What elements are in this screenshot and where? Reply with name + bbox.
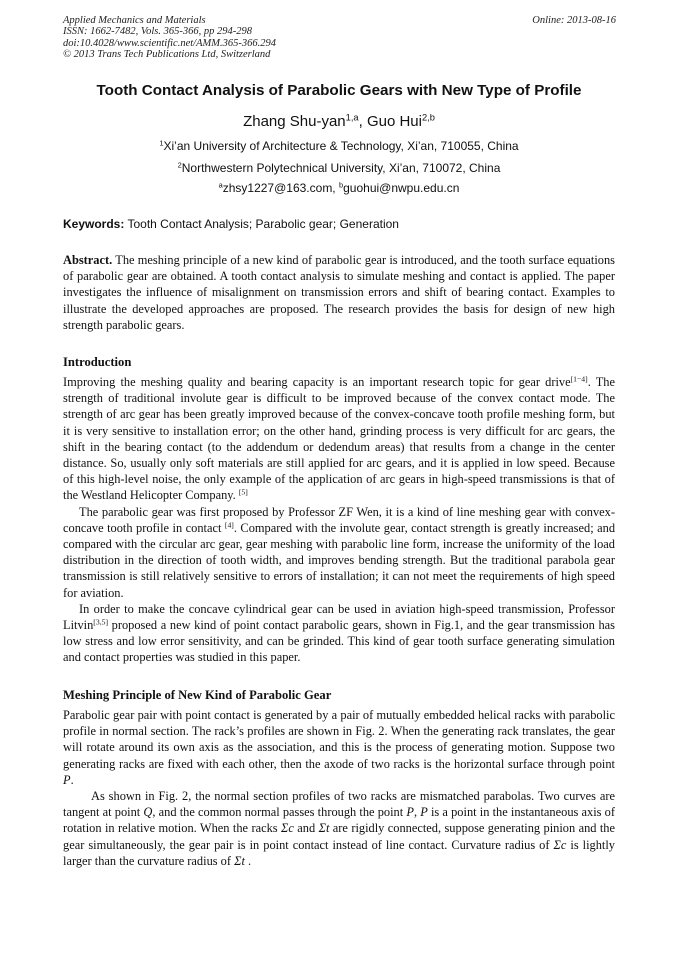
introduction-heading: Introduction <box>63 355 132 369</box>
intro-p3-text-b: proposed a new kind of point contact parabolic gears, shown in Fig.1, and the gear transmission has low stress and low error sensitivity, and can be grinded. This kind of gear tooth surface generating simulation and contact properties was studied in this paper. <box>63 618 615 665</box>
intro-paragraph-1 <box>63 374 615 504</box>
keywords-line <box>63 217 615 231</box>
symbol-p: P <box>63 772 71 787</box>
intro-paragraph-2 <box>63 504 615 601</box>
email-b[interactable]: guohui@nwpu.edu.cn <box>343 181 460 195</box>
meshing-p2-text-c: , <box>413 805 421 820</box>
affiliation-1-text: Xi’an University of Architecture & Technology, Xi’an, 710055, China <box>163 139 519 153</box>
abstract-section <box>63 252 615 333</box>
symbol-sigma-c: Σc <box>553 837 567 852</box>
citation-ref[interactable]: [5] <box>238 487 248 497</box>
keywords-text: Tooth Contact Analysis; Parabolic gear; Generation <box>124 217 399 231</box>
abstract-label: Abstract. <box>63 253 113 267</box>
symbol-sigma-c: Σc <box>281 821 294 836</box>
doi-line[interactable]: doi:10.4028/www.scientific.net/AMM.365-366.294 <box>63 37 276 49</box>
online-date: Online: 2013-08-16 <box>532 15 616 26</box>
intro-p2-text-b: . Compared with the involute gear, contact strength is greatly increased; and compared with the circular arc gear, gear meshing with parabolic line form, increase the uniformity of the load distribution in the direction of tooth width, and improves bending strength. But the traditional parabola gear transmission is still relatively sensitive to errors of installation; it can not meet the requirements of high speed for aviation. <box>63 520 616 600</box>
abstract-paragraph <box>63 252 615 333</box>
author-2: Guo Hui <box>366 113 422 130</box>
author-separator: , <box>358 113 367 130</box>
meshing-p1-text-a: Parabolic gear pair with point contact is generated by a pair of mutually embedded helical racks with parabolic profile in normal section. The rack’s profiles are shown in Fig. 2. When the generating rack translates, the gear will rotate around its own axis as the association, and this is the process of generating motion. Suppose two generating racks are fixed with each other, then the axode of two racks is the horizontal surface through point <box>63 708 615 771</box>
citation-ref[interactable]: [3,5] <box>93 617 108 627</box>
email-a-mark: a <box>218 180 223 190</box>
email-a[interactable]: zhsy1227@163.com, <box>222 181 339 195</box>
affiliation-1 <box>0 139 678 153</box>
journal-name: Applied Mechanics and Materials <box>63 15 206 26</box>
meshing-p2-text-b: , and the common normal passes through the point <box>152 805 407 820</box>
meshing-section <box>63 707 615 869</box>
meshing-p2-text-f: are rigidly connected, suppose generating pinion and the gear simultaneously, the gear pair is in point contact instead of line contact. Curvature radius of <box>63 821 616 852</box>
meshing-paragraph-1 <box>63 707 615 788</box>
journal-header <box>63 15 463 60</box>
intro-p3-text-a: In order to make the concave cylindrical gear can be used in aviation high-speed transmission, Professor Litvin <box>63 601 615 633</box>
email-line <box>0 181 678 195</box>
meshing-p1-text-b: . <box>70 772 74 787</box>
issn-line: ISSN: 1662-7482, Vols. 365-366, pp 294-298 <box>63 26 252 38</box>
citation-ref[interactable]: [4] <box>224 520 234 530</box>
symbol-q: Q <box>143 805 153 820</box>
intro-paragraph-3 <box>63 601 615 666</box>
meshing-heading: Meshing Principle of New Kind of Parabolic Gear <box>63 688 332 702</box>
meshing-p2-text-h: . <box>244 853 252 868</box>
author-1: Zhang Shu-yan <box>243 113 346 130</box>
intro-p1-text-b: . The strength of traditional involute gear is difficult to be improved because of the convex contact mode. The strength of arc gear has been greatly improved because of the convex-concave tooth profile meshing form, but it is very sensitive to installation error; on the other hand, grinding process is very difficult for arc gears, the shift in the bearing contact (to the addendum or dedendum areas) that results from a change in the center distance. So, usually only soft materials are still applied for arc gears, and it is applied in low speed. Because of this high-level noise, the only example of the application of arc gears in high-speed transmissions is that of the Westland Helicopter Company. <box>63 375 615 503</box>
author-2-affil: 2,b <box>421 112 435 123</box>
affiliation-2-text: Northwestern Polytechnical University, Xi’an, 710072, China <box>181 161 501 175</box>
meshing-p2-text-d: is a point in the instantaneous axis of rotation in relative motion. When the racks <box>63 805 615 836</box>
author-1-affil: 1,a <box>345 112 359 123</box>
symbol-sigma-t: Σt <box>318 821 330 836</box>
meshing-p2-text-a: As shown in Fig. 2, the normal section profiles of two racks are mismatched parabolas. Two curves are tangent at point <box>63 789 615 820</box>
intro-p1-text-a: Improving the meshing quality and bearing capacity is an important research topic for gear drive <box>63 375 571 389</box>
affiliation-2-mark: 2 <box>177 160 182 170</box>
email-b-mark: b <box>338 180 344 190</box>
meshing-p2-text-e: and <box>293 821 319 836</box>
copyright-line: © 2013 Trans Tech Publications Ltd, Switzerland <box>63 48 271 60</box>
paper-title: Tooth Contact Analysis of Parabolic Gears with New Type of Profile <box>96 82 582 99</box>
citation-ref[interactable]: [1−4] <box>570 374 588 384</box>
meshing-paragraph-2 <box>63 788 615 869</box>
symbol-sigma-t: Σt <box>234 853 245 868</box>
author-line <box>0 113 678 130</box>
symbol-p: P <box>406 805 414 820</box>
affiliation-2 <box>0 161 678 175</box>
symbol-p: P <box>420 805 428 820</box>
abstract-text: The meshing principle of a new kind of parabolic gear is introduced, and the tooth surface equations of parabolic gear are obtained. A tooth contact analysis to simulate meshing and contact is applied. The paper investigates the influence of misalignment on transmission errors and shift of bearing contact. Examples to illustrate the developed approaches are proposed. The research provides the basis for design of new high strength parabolic gears. <box>63 253 615 332</box>
introduction-section <box>63 374 615 666</box>
intro-p2-text-a: The parabolic gear was first proposed by Professor ZF Wen, it is a kind of line meshing gear with convex-concave tooth profile in contact <box>63 504 615 535</box>
affiliation-1-mark: 1 <box>159 138 164 148</box>
meshing-p2-text-g: is lightly larger than the curvature radius of <box>63 837 615 868</box>
keywords-label: Keywords: <box>63 217 125 231</box>
